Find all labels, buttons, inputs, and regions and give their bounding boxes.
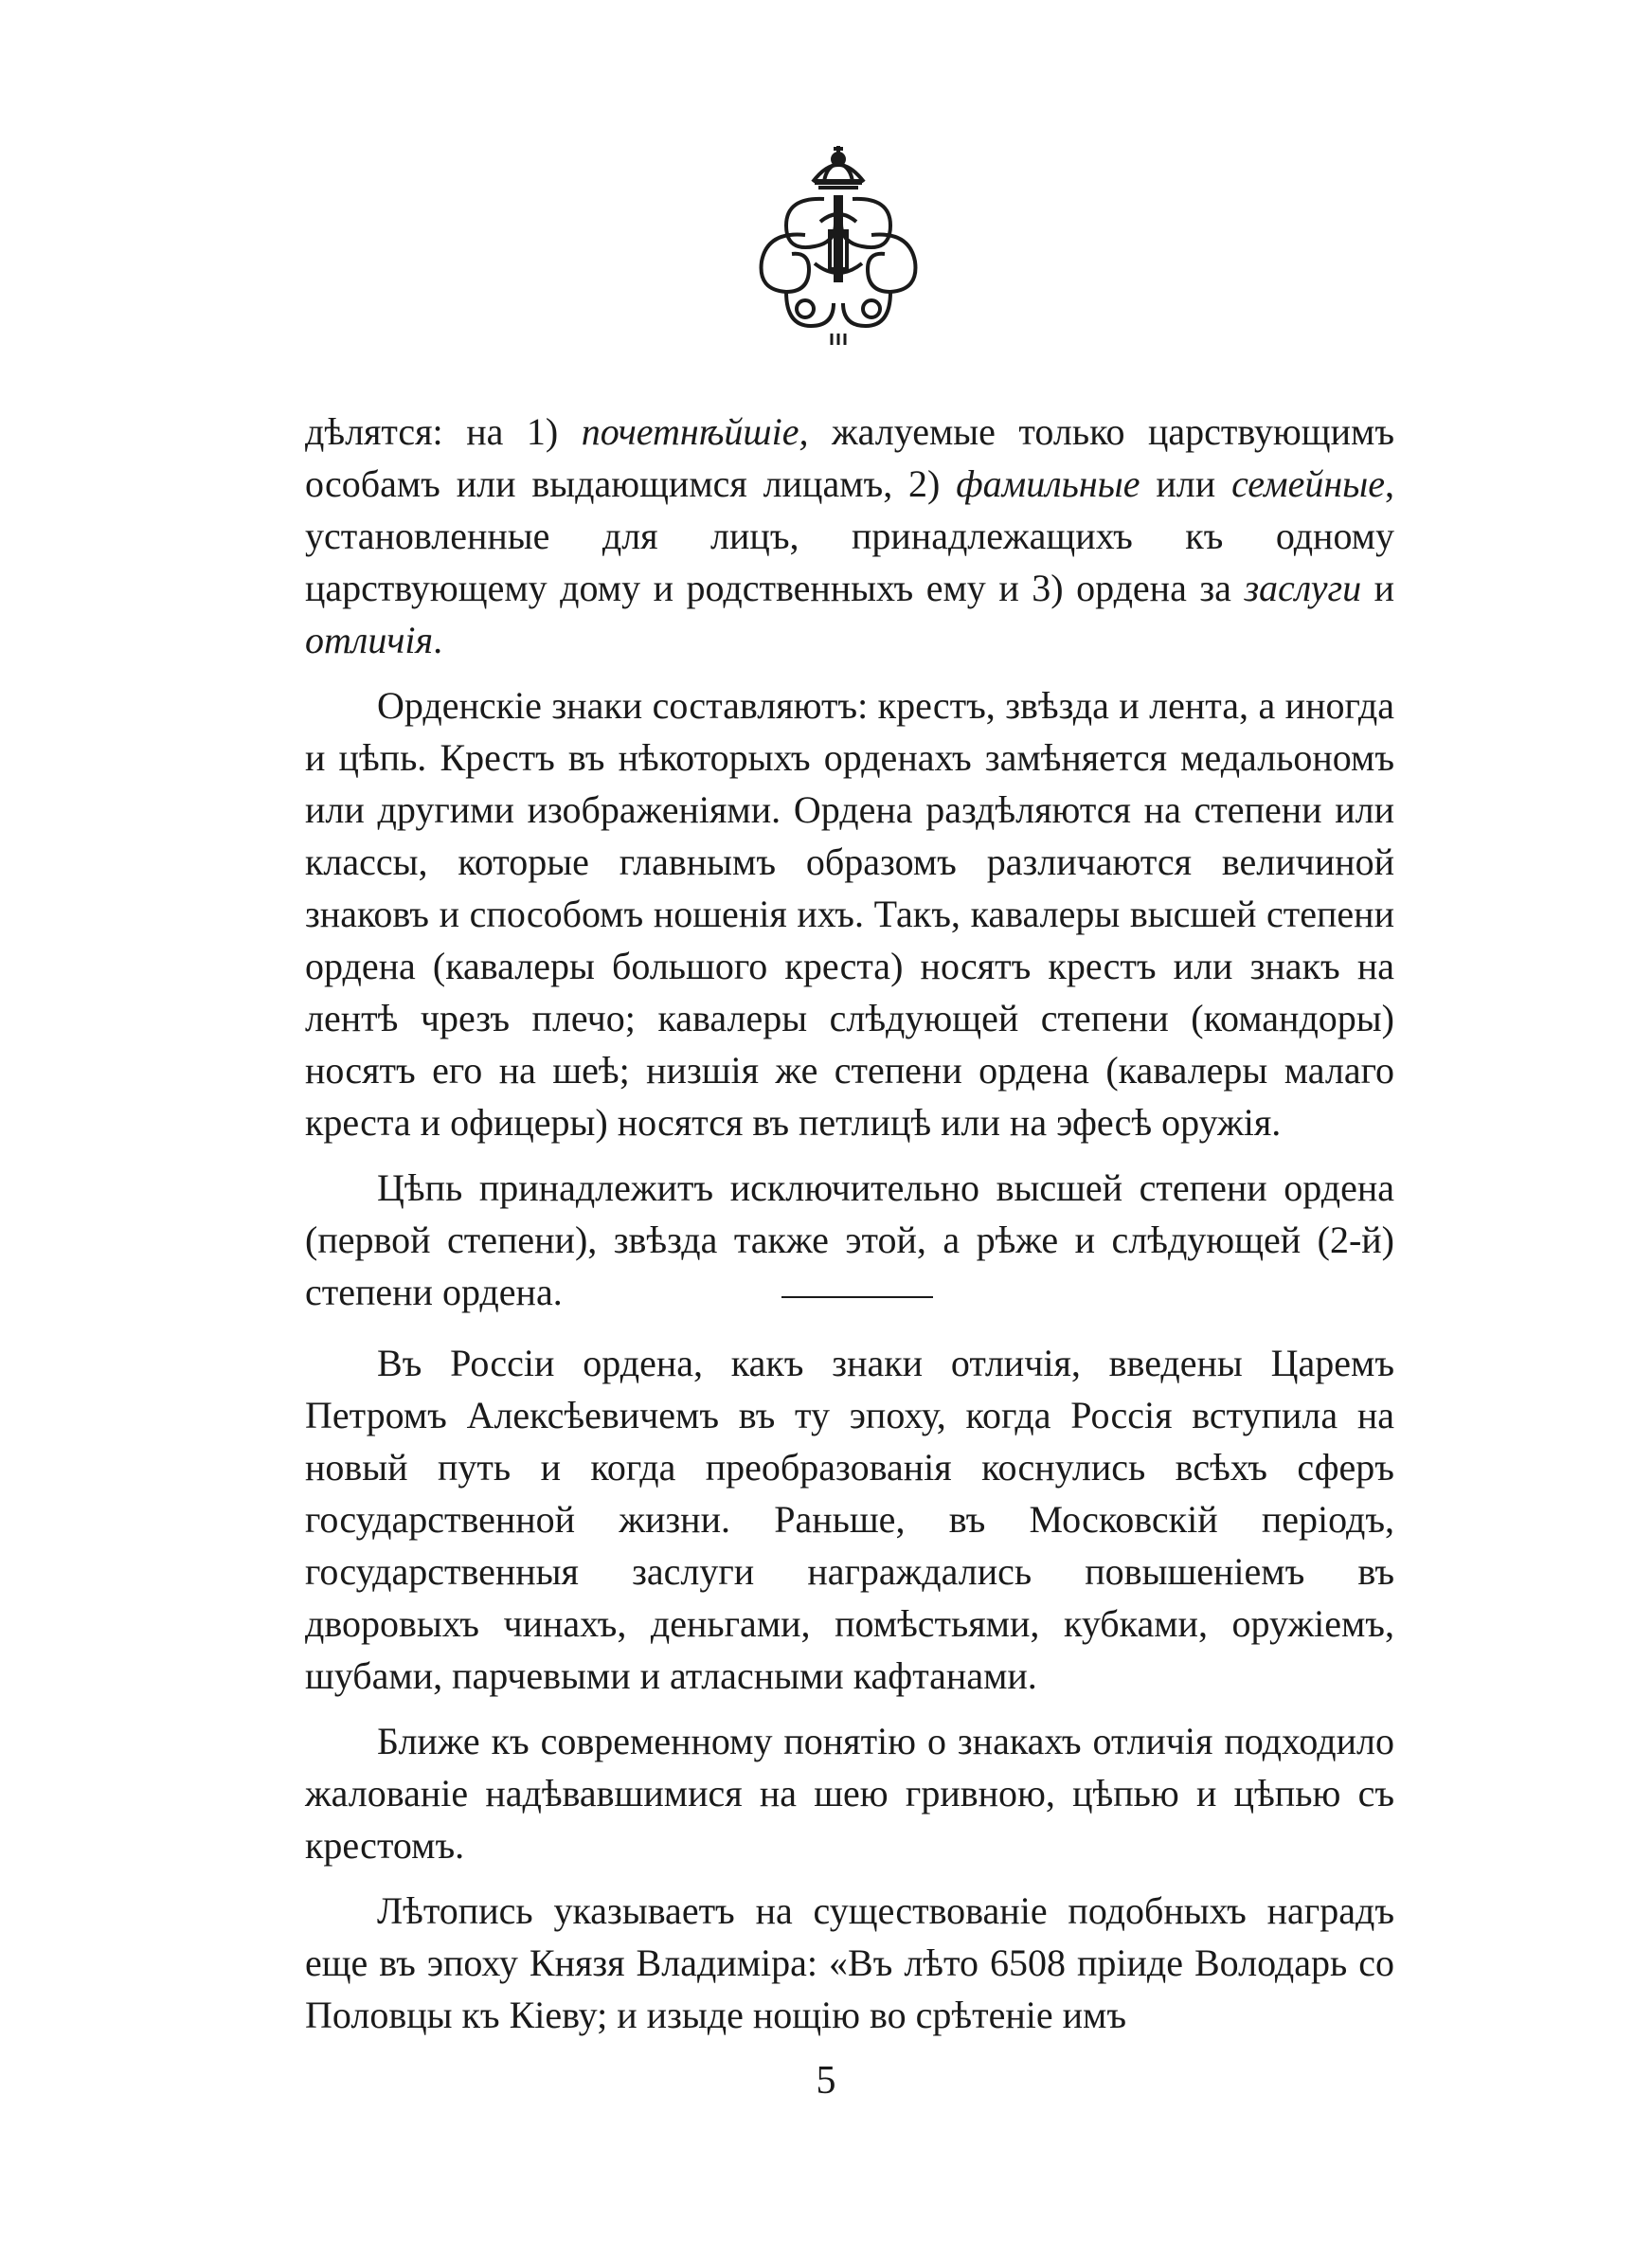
italic-term-familnye: фамильные	[956, 462, 1140, 505]
paragraph-orders-in-russia: Въ Россіи ордена, какъ знаки отличія, введены Царемъ Петромъ Алексѣевичемъ въ ту эпоху, когда Россія вступила на новый путь и когда преобразованія коснулись всѣхъ сферъ государственной жизни. Раньше, въ Московскій періодъ, государственныя заслуги награждались повышеніемъ въ дворовыхъ чинахъ, деньгами, помѣстьями, кубками, оружіемъ, шубами, парчевыми и атласными кафтанами.	[305, 1342, 1394, 1697]
page-number: 5	[816, 2059, 836, 2103]
paragraph-chronicle: Лѣтопись указываетъ на существованіе подобныхъ наградъ еще въ эпоху Князя Владиміра: «Въ лѣто 6508 пріиде Володарь со Половцы къ Кіеву; и изыде нощію во срѣтеніе имъ	[305, 1889, 1394, 2036]
text-run: , установленные для лицъ, принадлежащихъ къ одному царствующему дому и родственныхъ ему и 3) ордена за	[305, 462, 1395, 609]
paragraph-order-insignia: Орденскіе знаки составляютъ: крестъ, звѣзда и лента, а иногда и цѣпь. Крестъ въ нѣкоторыхъ орденахъ замѣняется медальономъ или другими изображеніями. Ордена раздѣляются на степени или классы, которые главнымъ образомъ различаются величиной знаковъ и способомъ ношенія ихъ. Такъ, кавалеры высшей степени ордена (кавалеры большого креста) носятъ крестъ или знакъ на лентѣ чрезъ плечо; кавалеры слѣдующей степени (командоры) носятъ его на шеѣ; низшія же степени ордена (кавалеры малаго креста и офицеры) носятся въ петлицѣ или на эфесѣ оружія.	[305, 684, 1394, 1144]
italic-term-otlichiya: отличія	[305, 619, 434, 661]
monogram-drawing	[748, 140, 928, 349]
paragraph-chain-and-star: Цѣпь принадлежитъ исключительно высшей степени ордена (первой степени), звѣзда также этой, а рѣже и слѣдующей (2-й) степени ордена.	[305, 1166, 1394, 1313]
text-run: дѣлятся: на 1)	[305, 410, 582, 453]
text-run: или	[1140, 462, 1232, 505]
section-orders-in-russia	[305, 1337, 1394, 2041]
text-run: жалуемые только царствующимъ особамъ или выдающимся лицамъ, 2)	[305, 410, 1394, 505]
section-divider	[781, 1296, 933, 1298]
italic-term-zaslugi: заслуги	[1244, 567, 1362, 609]
paragraph-grivna-and-chain: Ближе къ современному понятію о знакахъ отличія подходило жалованіе надѣвавшимися на шею гривною, цѣпью и цѣпью съ крестомъ.	[305, 1720, 1394, 1867]
italic-term-pochetneyshie: почетнѣйшіе,	[581, 410, 809, 453]
crowned-monogram-icon	[748, 140, 928, 349]
paragraph-orders-categories	[305, 406, 1394, 666]
text-run: и	[1361, 567, 1395, 609]
section-orders-classification	[305, 406, 1394, 1318]
italic-term-semeynye: семейные	[1231, 462, 1386, 505]
text-run: .	[433, 619, 443, 661]
